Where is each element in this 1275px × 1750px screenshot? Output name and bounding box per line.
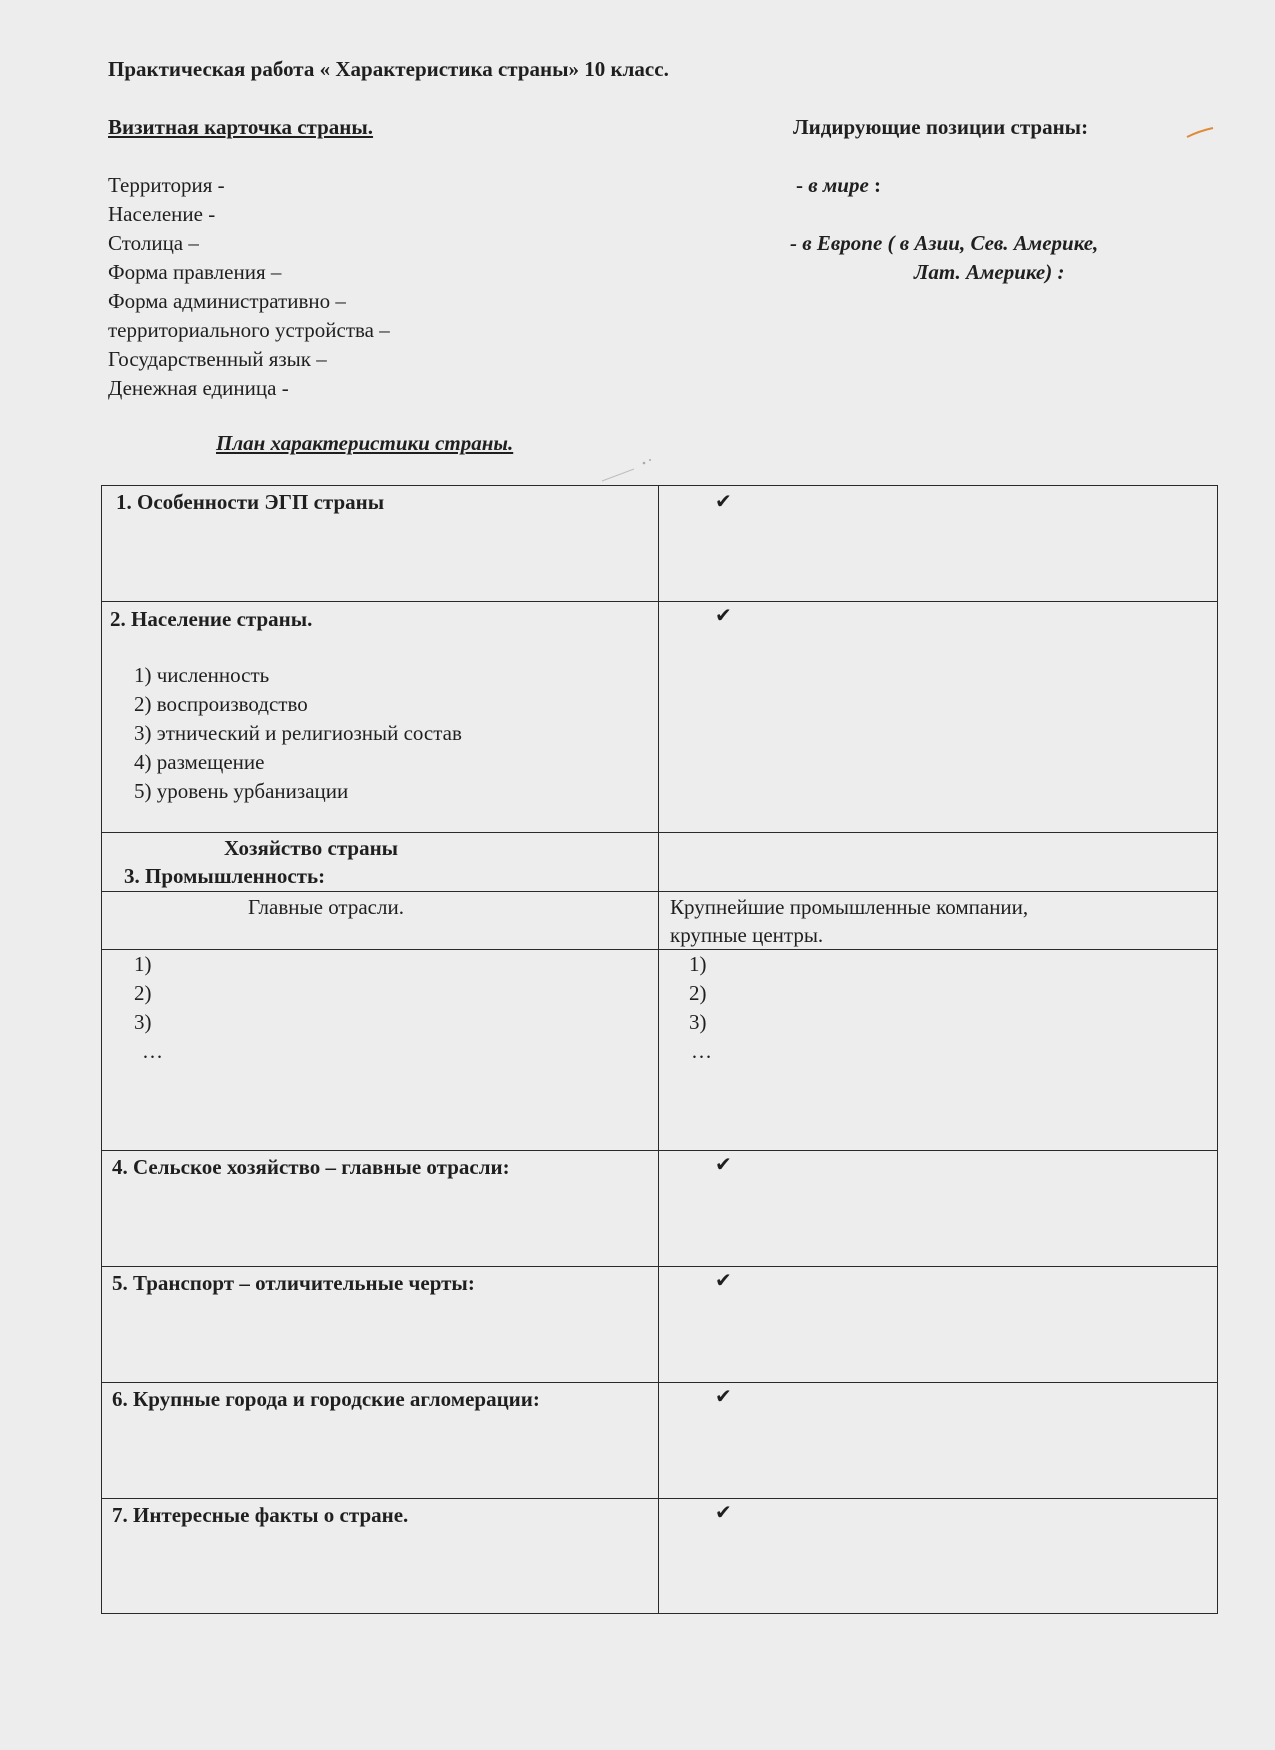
row-divider: [101, 1498, 1218, 1499]
checkmark-icon: ✔: [715, 489, 732, 513]
list-item: 2): [134, 981, 152, 1005]
pen-mark: [1185, 125, 1215, 141]
col-companies-line1: Крупнейшие промышленные компании,: [670, 895, 1029, 919]
table-border-left: [101, 485, 102, 1614]
checkmark-icon: ✔: [715, 1384, 732, 1408]
table-border-top: [101, 485, 1218, 486]
col-companies-line2: крупные центры.: [670, 923, 824, 947]
row-divider: [101, 1266, 1218, 1267]
list-item: 1) численность: [134, 663, 270, 687]
population-list: [134, 661, 462, 806]
field-territorial-structure: территориального устройства –: [108, 318, 390, 342]
industry-heading: 3. Промышленность:: [124, 864, 326, 888]
list-item: 2): [689, 981, 707, 1005]
checkmark-icon: ✔: [715, 1500, 732, 1524]
list-item: 5) уровень урбанизации: [134, 779, 349, 803]
branches-list: [134, 950, 163, 1066]
col-main-branches: Главные отрасли.: [248, 895, 404, 919]
page-title: Практическая работа « Характеристика страны» 10 класс.: [108, 57, 669, 81]
list-item: 3) этнический и религиозный состав: [134, 721, 462, 745]
field-government: Форма правления –: [108, 260, 282, 284]
table-border-bottom: [101, 1613, 1218, 1614]
row6-label: 6. Крупные города и городские агломерации:: [112, 1387, 540, 1411]
row4-label: 4. Сельское хозяйство – главные отрасли:: [112, 1155, 510, 1179]
list-item: 1): [689, 952, 707, 976]
plan-heading: План характеристики страны.: [216, 431, 514, 455]
economy-heading: Хозяйство страны: [224, 836, 399, 860]
list-item: 3): [689, 1010, 707, 1034]
row-divider: [101, 601, 1218, 602]
field-language: Государственный язык –: [108, 347, 327, 371]
row-divider: [101, 1150, 1218, 1151]
card-fields: [108, 171, 390, 403]
card-heading: Визитная карточка страны.: [108, 115, 374, 139]
row2-label: 2. Население страны.: [110, 607, 313, 631]
list-item: …: [691, 1039, 712, 1063]
row-divider: [101, 1382, 1218, 1383]
leading-europe-line2: Лат. Америке) :: [914, 260, 1065, 284]
checkmark-icon: ✔: [715, 1152, 732, 1176]
row7-label: 7. Интересные факты о стране.: [112, 1503, 409, 1527]
list-item: 4) размещение: [134, 750, 265, 774]
row-divider: [101, 949, 1218, 950]
companies-list: [689, 950, 712, 1066]
field-capital: Столица –: [108, 231, 199, 255]
row1-label: 1. Особенности ЭГП страны: [116, 490, 385, 514]
checkmark-icon: ✔: [715, 603, 732, 627]
list-item: 2) воспроизводство: [134, 692, 308, 716]
field-territory: Территория -: [108, 173, 225, 197]
row5-label: 5. Транспорт – отличительные черты:: [112, 1271, 475, 1295]
leading-europe-line1: - в Европе ( в Азии, Сев. Америке,: [790, 231, 1099, 255]
field-currency: Денежная единица -: [108, 376, 289, 400]
leading-heading: Лидирующие позиции страны:: [793, 115, 1089, 139]
field-admin-form: Форма административно –: [108, 289, 346, 313]
field-population: Население -: [108, 202, 216, 226]
table-divider-middle: [658, 485, 659, 1614]
row-divider: [101, 832, 1218, 833]
leading-world: - в мире :: [796, 173, 882, 197]
scan-smudge: [598, 455, 658, 485]
table-border-right: [1217, 485, 1218, 1614]
list-item: …: [142, 1039, 163, 1063]
list-item: 1): [134, 952, 152, 976]
checkmark-icon: ✔: [715, 1268, 732, 1292]
list-item: 3): [134, 1010, 152, 1034]
row-divider: [101, 891, 1218, 892]
